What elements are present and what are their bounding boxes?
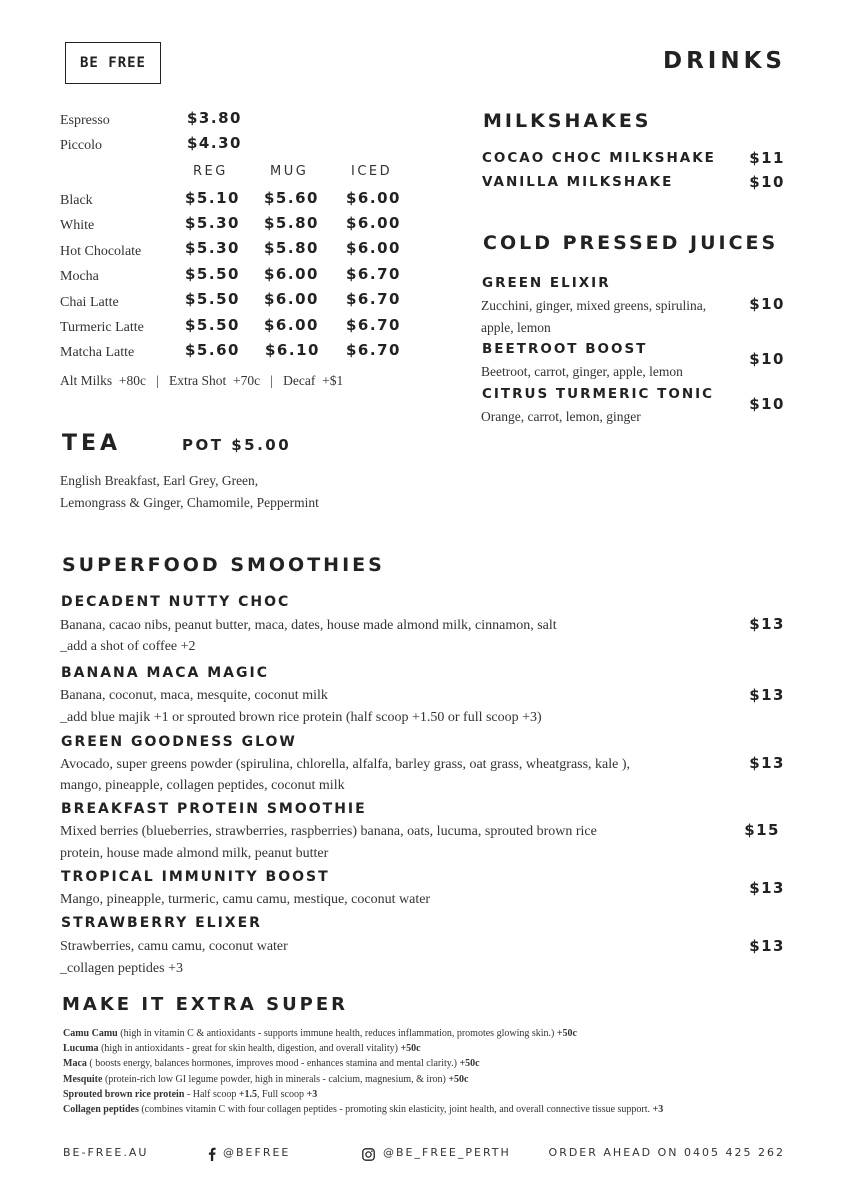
extra-super-item-name: Lucuma <box>63 1043 99 1054</box>
juice-item-name: BEETROOT BOOST <box>482 341 648 357</box>
page-title: DRINKS <box>663 48 786 74</box>
coffee-row-name: Mocha <box>60 269 99 284</box>
coffee-espresso-name: Espresso <box>60 113 110 128</box>
juice-item-price: $10 <box>749 395 785 413</box>
tea-list-line2: Lemongrass & Ginger, Chamomile, Peppermint <box>60 495 319 510</box>
extra-super-item-name: Maca <box>63 1058 87 1069</box>
extra-super-item-price: +1.5 <box>238 1089 258 1100</box>
smoothie-item-desc: mango, pineapple, collagen peptides, coconut milk <box>60 778 345 793</box>
milkshake-item-price: $10 <box>749 173 785 191</box>
coffee-row-mug: $5.60 <box>264 189 319 207</box>
extra-super-item-desc: (high in antioxidants - great for skin health, digestion, and overall vitality) <box>98 1043 401 1054</box>
coffee-row-mug: $6.00 <box>264 290 319 308</box>
coffee-row-reg: $5.50 <box>185 290 240 308</box>
extra-super-item <box>63 1104 663 1115</box>
extra-super-item-desc: , Full scoop <box>257 1089 307 1100</box>
smoothie-item-name: STRAWBERRY ELIXER <box>61 915 262 931</box>
smoothie-item-name: BREAKFAST PROTEIN SMOOTHIE <box>61 801 367 817</box>
coffee-row-mug: $5.80 <box>264 214 319 232</box>
coffee-row-reg: $5.60 <box>185 341 240 359</box>
smoothie-item-price: $13 <box>749 937 785 955</box>
smoothies-title: SUPERFOOD SMOOTHIES <box>62 554 385 576</box>
extra-super-title: MAKE IT EXTRA SUPER <box>62 994 349 1015</box>
extra-super-item-name: Camu Camu <box>63 1028 118 1039</box>
smoothie-item-desc: protein, house made almond milk, peanut butter <box>60 846 329 861</box>
extra-super-item <box>63 1028 577 1039</box>
instagram-icon[interactable] <box>362 1148 375 1161</box>
extra-super-item-price: +50c <box>400 1043 421 1054</box>
extra-super-item-desc: - Half scoop <box>184 1089 239 1100</box>
footer-order-phone[interactable]: ORDER AHEAD ON 0405 425 262 <box>548 1146 785 1159</box>
facebook-icon[interactable] <box>207 1147 217 1161</box>
smoothie-item-desc: Avocado, super greens powder (spirulina, chlorella, alfalfa, barley grass, oat grass, wheatgrass, kale ), <box>60 757 631 772</box>
coffee-piccolo-name: Piccolo <box>60 138 102 153</box>
coffee-row-iced: $6.70 <box>346 265 401 283</box>
milkshake-item-name: COCAO CHOC MILKSHAKE <box>482 150 716 166</box>
brand-logo: BE FREE <box>65 42 161 84</box>
smoothie-item-desc: Mixed berries (blueberries, strawberries, raspberries) banana, oats, lucuma, sprouted brown rice <box>60 824 597 839</box>
coffee-row-name: Chai Latte <box>60 295 119 310</box>
footer-facebook-handle[interactable]: @BEFREE <box>223 1146 291 1159</box>
coffee-row-reg: $5.50 <box>185 316 240 334</box>
juice-item-price: $10 <box>749 350 785 368</box>
smoothie-item-addon: _add blue majik +1 or sprouted brown rice protein (half scoop +1.50 or full scoop +3) <box>60 710 542 725</box>
coffee-row-reg: $5.30 <box>185 214 240 232</box>
extra-super-item <box>63 1043 421 1054</box>
extra-super-item-price: +50c <box>556 1028 577 1039</box>
coffee-row-mug: $5.80 <box>264 239 319 257</box>
juice-item-price: $10 <box>749 295 785 313</box>
coffee-row-iced: $6.00 <box>346 189 401 207</box>
coffee-row-iced: $6.00 <box>346 214 401 232</box>
extra-super-item <box>63 1074 469 1085</box>
extra-super-item-name: Sprouted brown rice protein <box>63 1089 185 1100</box>
milkshake-item-price: $11 <box>749 149 785 167</box>
smoothie-item-name: GREEN GOODNESS GLOW <box>61 734 297 750</box>
coffee-row-iced: $6.70 <box>346 316 401 334</box>
extra-super-item-price: +3 <box>306 1089 318 1100</box>
milkshakes-title: MILKSHAKES <box>483 110 652 132</box>
coffee-row-reg: $5.30 <box>185 239 240 257</box>
coffee-piccolo-price: $4.30 <box>187 134 242 152</box>
coffee-row-name: Hot Chocolate <box>60 244 142 259</box>
coffee-row-name: Black <box>60 193 93 208</box>
smoothie-item-price: $13 <box>749 686 785 704</box>
coffee-col-mug: MUG <box>270 164 309 179</box>
smoothie-item-name: BANANA MACA MAGIC <box>61 665 269 681</box>
tea-title: TEA <box>62 431 122 456</box>
coffee-row-reg: $5.50 <box>185 265 240 283</box>
coffee-row-iced: $6.70 <box>346 290 401 308</box>
tea-pot-price: POT $5.00 <box>182 436 292 454</box>
smoothie-item-desc: Mango, pineapple, turmeric, camu camu, mestique, coconut water <box>60 892 431 907</box>
extra-super-item <box>63 1089 317 1100</box>
extra-super-item-name: Collagen peptides <box>63 1104 139 1115</box>
coffee-row-iced: $6.70 <box>346 341 401 359</box>
juice-item-desc: Orange, carrot, lemon, ginger <box>481 409 641 424</box>
juice-item-desc: Zucchini, ginger, mixed greens, spirulina, <box>481 298 707 313</box>
coffee-col-reg: REG <box>193 164 228 179</box>
smoothie-item-desc: Banana, cacao nibs, peanut butter, maca, dates, house made almond milk, cinnamon, salt <box>60 618 557 633</box>
coffee-col-iced: ICED <box>351 164 393 179</box>
coffee-extras: Alt Milks +80c | Extra Shot +70c | Decaf +$1 <box>60 373 344 388</box>
coffee-row-mug: $6.00 <box>264 316 319 334</box>
smoothie-item-name: DECADENT NUTTY CHOC <box>61 594 291 610</box>
extra-super-item-desc: (protein-rich low GI legume powder, high in minerals - calcium, magnesium, & iron) <box>102 1074 449 1085</box>
smoothie-item-price: $13 <box>749 879 785 897</box>
extra-super-item-desc: ( boosts energy, balances hormones, improves mood - enhances stamina and mental clarity.) <box>86 1058 460 1069</box>
smoothie-item-desc: Strawberries, camu camu, coconut water <box>60 939 288 954</box>
coffee-row-mug: $6.00 <box>264 265 319 283</box>
coffee-row-reg: $5.10 <box>185 189 240 207</box>
footer-website-link[interactable]: BE-FREE.AU <box>63 1146 149 1159</box>
milkshake-item-name: VANILLA MILKSHAKE <box>482 174 674 190</box>
smoothie-item-addon: _add a shot of coffee +2 <box>60 639 196 654</box>
extra-super-item-price: +3 <box>652 1104 664 1115</box>
smoothie-item-price: $13 <box>749 754 785 772</box>
juice-item-desc: apple, lemon <box>481 320 551 335</box>
smoothie-item-desc: Banana, coconut, maca, mesquite, coconut milk <box>60 688 328 703</box>
coffee-row-name: Turmeric Latte <box>60 320 144 335</box>
coffee-row-name: White <box>60 218 95 233</box>
extra-super-item-name: Mesquite <box>63 1074 103 1085</box>
extra-super-item-price: +50c <box>459 1058 480 1069</box>
juice-item-desc: Beetroot, carrot, ginger, apple, lemon <box>481 364 683 379</box>
smoothie-item-price: $13 <box>749 615 785 633</box>
extra-super-item-desc: (high in vitamin C & antioxidants - supports immune health, reduces inflammation, promotes glowing skin.) <box>117 1028 557 1039</box>
smoothie-item-addon: _collagen peptides +3 <box>60 961 183 976</box>
coffee-row-name: Matcha Latte <box>60 345 135 360</box>
smoothie-item-price: $15 <box>744 821 780 839</box>
juice-item-name: GREEN ELIXIR <box>482 275 611 291</box>
coffee-row-iced: $6.00 <box>346 239 401 257</box>
extra-super-item-desc: (combines vitamin C with four collagen peptides - promoting skin elasticity, joint health, and overall connective tissue support. <box>138 1104 653 1115</box>
coffee-row-mug: $6.10 <box>265 341 320 359</box>
footer-instagram-handle[interactable]: @BE_FREE_PERTH <box>383 1146 511 1159</box>
tea-list-line1: English Breakfast, Earl Grey, Green, <box>60 473 259 488</box>
extra-super-item <box>63 1058 480 1069</box>
smoothie-item-name: TROPICAL IMMUNITY BOOST <box>61 869 330 885</box>
extra-super-item-price: +50c <box>448 1074 469 1085</box>
juices-title: COLD PRESSED JUICES <box>483 232 779 254</box>
juice-item-name: CITRUS TURMERIC TONIC <box>482 386 715 402</box>
coffee-espresso-price: $3.80 <box>187 109 242 127</box>
